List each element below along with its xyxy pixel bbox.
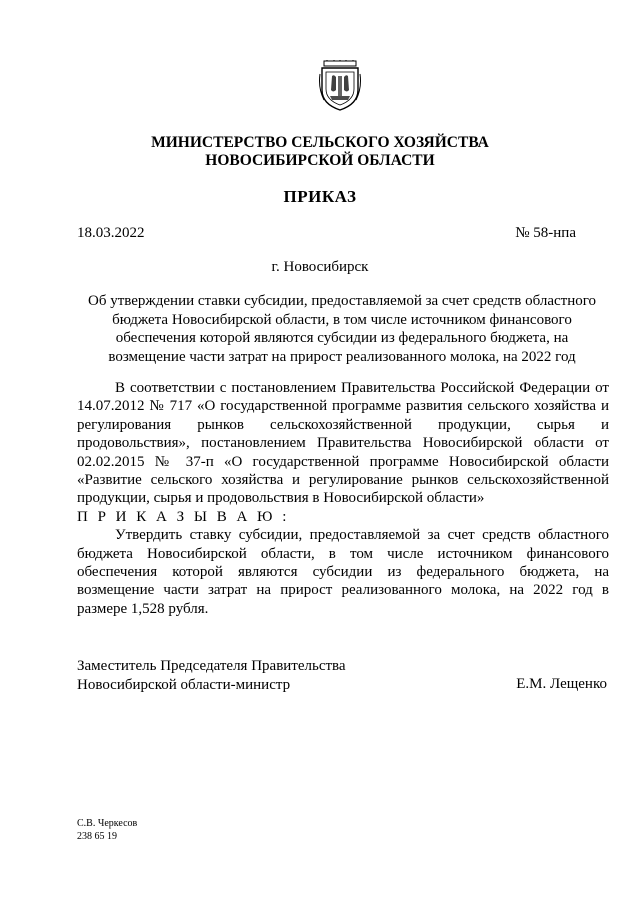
executor-info: [77, 818, 137, 843]
document-type: ПРИКАЗ: [283, 187, 357, 206]
document-date: 18.03.2022: [77, 225, 145, 241]
document-city: г. Новосибирск: [271, 259, 369, 275]
document-number: № 58-нпа: [515, 225, 576, 241]
ministry-line-2: НОВОСИБИРСКОЙ ОБЛАСТИ: [205, 152, 435, 169]
signatory-position-line-2: Новосибирской области-министр: [77, 676, 291, 693]
signatory-position: [77, 657, 346, 694]
executor-name: С.В. Черкесов: [77, 818, 138, 829]
document-body: [77, 379, 609, 618]
ministry-name: [0, 134, 640, 170]
preamble-paragraph: В соответствии с постановлением Правительства Российской Федерации от 14.07.2012 № 717 «О государственной программе развития сельского хозяйства и регулирования рынков сельскохозяйственной продукции, сырья и продовольствия», постановлением Правительства Новосибирской области от 02.02.2015 № 37-п «О государственной программе Новосибирской области «Развитие сельского хозяйства и регулирование рынков сельскохозяйственной продукции, сырья и продовольствия в Новосибирской области»: [77, 380, 609, 507]
executor-phone: 238 65 19: [77, 830, 117, 842]
decision-paragraph: Утвердить ставку субсидии, предоставляемой за счет средств областного бюджета Новосибирской области, в том числе источником финансового обеспечения которой являются субсидии из федерального бюджета, на возмещение части затрат на прирост реализованного молока, на 2022 год в размере 1,528 рубля.: [77, 527, 609, 617]
document-title: Об утверждении ставки субсидии, предоставляемой за счет средств областного бюджета Новосибирской области, в том числе источником финансового обеспечения которой являются субсидии из федерального бюджета, на возмещение части затрат на прирост реализованного молока, на 2022 год: [87, 293, 597, 365]
coat-of-arms-icon: [318, 60, 362, 112]
ministry-line-1: МИНИСТЕРСТВО СЕЛЬСКОГО ХОЗЯЙСТВА: [151, 134, 489, 151]
order-word: П Р И К А З Ы В А Ю :: [77, 508, 290, 525]
signatory-position-line-1: Заместитель Председателя Правительства: [77, 658, 346, 674]
signatory-name: Е.М. Лещенко: [516, 676, 607, 692]
